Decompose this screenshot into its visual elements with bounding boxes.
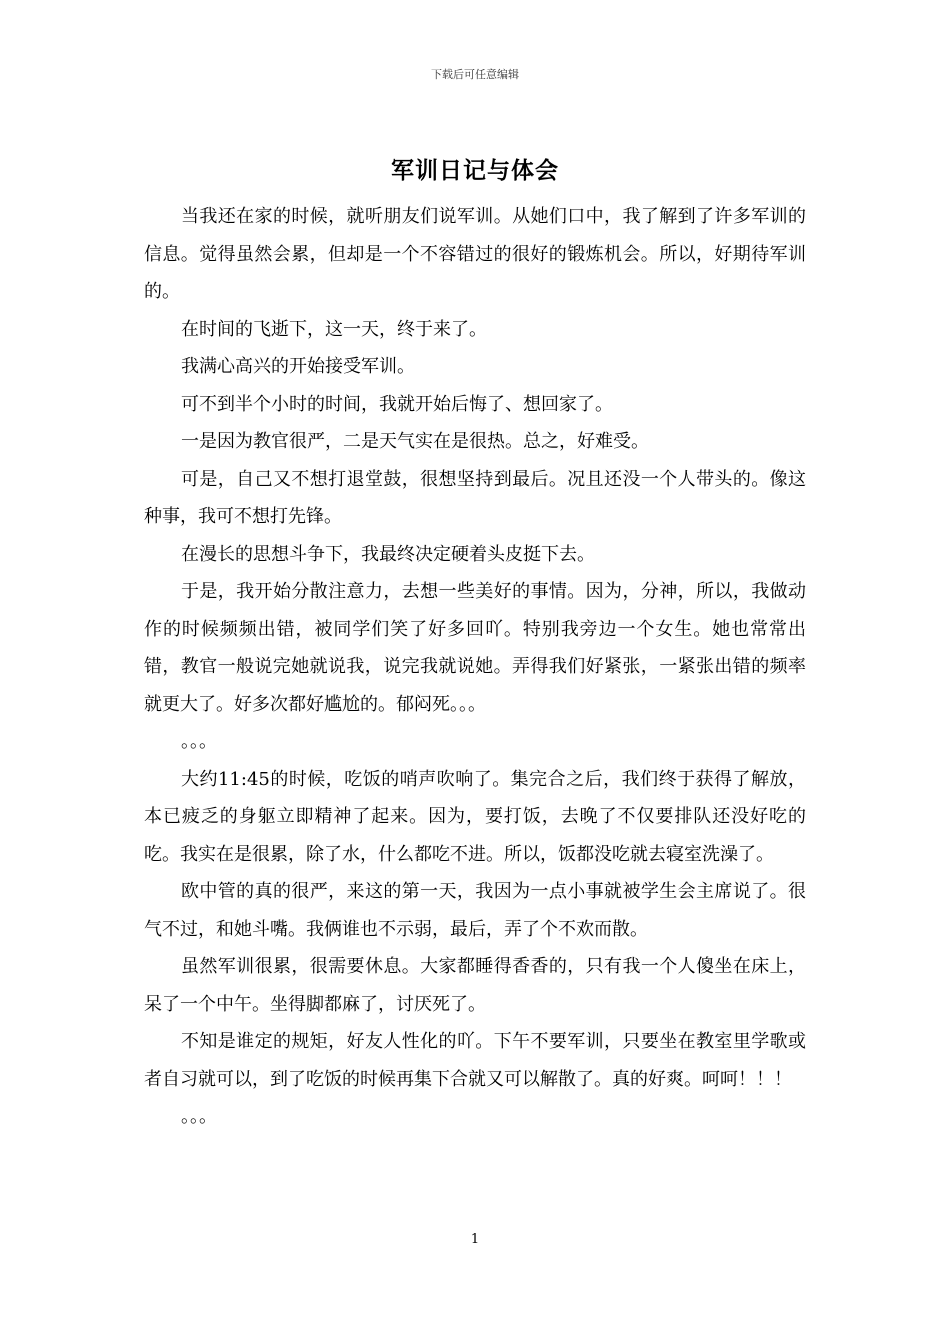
paragraph: 大约11:45的时候，吃饭的哨声吹响了。集完合之后，我们终于获得了解放，本已疲乏的身躯立即精神了起来。因为，要打饭，去晚了不仅要排队还没好吃的吃。我实在是很累，除了水，什么都吃不进。所以，饭都没吃就去寝室洗澡了。 [144,768,806,865]
paragraph: 于是，我开始分散注意力，去想一些美好的事情。因为，分神，所以，我做动作的时候频频出错，被同学们笑了好多回吖。特别我旁边一个女生。她也常常出错，教官一般说完她就说我，说完我就说她。弄得我们好紧张，一紧张出错的频率就更大了。好多次都好尴尬的。郁闷死。。。 [144,581,806,715]
document-body [144,198,806,1136]
paragraph: 不知是谁定的规矩，好友人性化的吖。下午不要军训，只要坐在教室里学歌或者自习就可以，到了吃饭的时候再集下合就又可以解散了。真的好爽。呵呵！！！ [144,1031,806,1090]
paragraph: 在时间的飞逝下，这一天，终于来了。 [181,318,487,340]
document-title: 军训日记与体会 [391,157,559,184]
paragraph: 我满心高兴的开始接受军训。 [181,356,415,377]
paragraph: 当我还在家的时候，就听朋友们说军训。从她们口中，我了解到了许多军训的信息。觉得虽然会累，但却是一个不容错过的很好的锻炼机会。所以，好期待军训的。 [144,206,806,302]
page-number: 1 [470,1232,480,1247]
paragraph: 。。。 [181,731,217,752]
paragraph: 。。。 [181,1106,217,1127]
paragraph: 可是，自己又不想打退堂鼓，很想坚持到最后。况且还没一个人带头的。像这种事，我可不想打先锋。 [144,468,806,527]
paragraph: 一是因为教官很严，二是天气实在是很热。总之，好难受。 [181,431,649,452]
header-note: 下载后可任意编辑 [431,68,519,81]
paragraph: 欧中管的真的很严，来这的第一天，我因为一点小事就被学生会主席说了。很气不过，和她斗嘴。我俩谁也不示弱，最后，弄了个不欢而散。 [144,881,806,940]
paragraph: 虽然军训很累，很需要休息。大家都睡得香香的，只有我一个人傻坐在床上，呆了一个中午。坐得脚都麻了，讨厌死了。 [144,956,806,1015]
paragraph: 可不到半个小时的时间，我就开始后悔了、想回家了。 [181,393,613,415]
paragraph: 在漫长的思想斗争下，我最终决定硬着头皮挺下去。 [181,543,595,565]
